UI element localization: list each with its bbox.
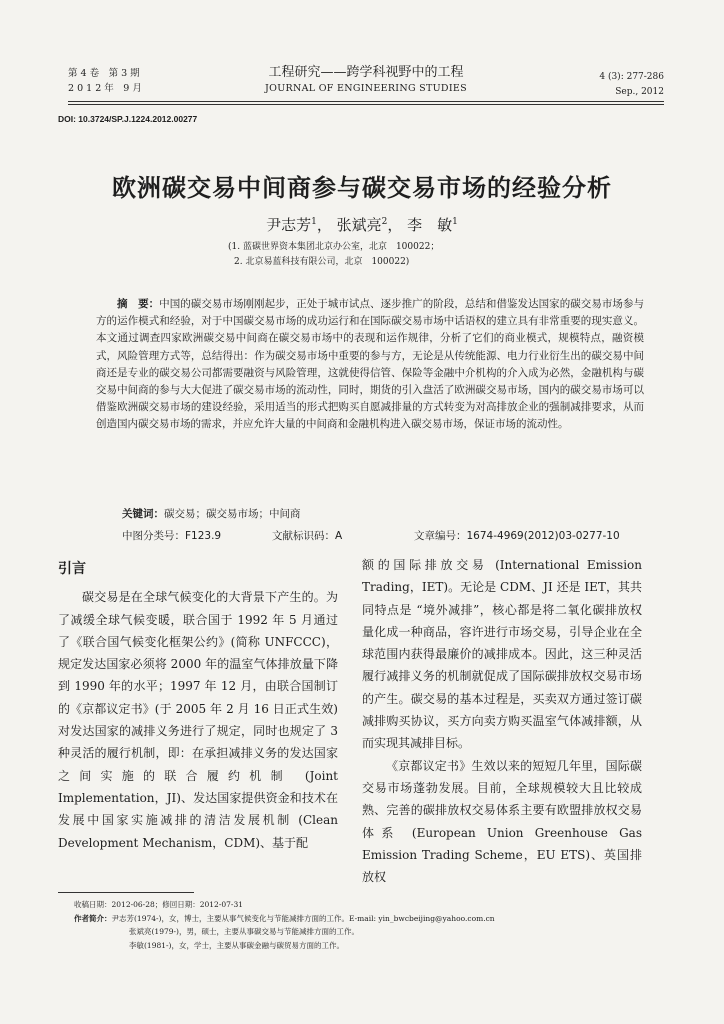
body-paragraph: 碳交易是在全球气候变化的大背景下产生的。为了减缓全球气候变暖，联合国于 1992 年 5 月通过了《联合国气候变化框架公约》(简称 UNFCCC)，规定发达国家必须将 2000 年的温室气体排放量下降到 1990 年的水平；1997 年 12 月，由联合国制订的《京都议定书》(于 2005 年 2 月 16 日正式生效) 对发达国家的减排义务进行了规定，同时也规定了 3 种灵活的履行机制，即：在承担减排义务的发达国家之间实施的联合履约机制 (Joint Implementation，JI)、发达国家提供资金和技术在发展中国家实施减排的清洁发展机制 (Clean Development Mechanism，CDM)、基于配	[58, 590, 338, 850]
journal-name-cn: 工程研究——跨学科视野中的工程	[268, 65, 464, 80]
author-list: 尹志芳$^1$， 张斌亮$^2$， 李 敏$^1$	[266, 216, 458, 234]
issue-date: Sep., 2012	[615, 87, 664, 97]
issue-pages: 4 (3): 277-286	[599, 72, 664, 82]
page-range	[599, 70, 664, 100]
body-column-right	[362, 554, 642, 888]
keywords-text: 碳交易；碳交易市场；中间商	[164, 508, 301, 520]
publication-date: 2 0 1 2 年 9 月	[68, 83, 142, 94]
clc-number: 中图分类号：F123.9	[122, 530, 222, 542]
abstract-label: 摘 要：	[117, 298, 160, 310]
author-name: 张斌亮	[336, 216, 382, 234]
author-bio: 李敏(1981-)，女，学士，主要从事碳金融与碳贸易方面的工作。	[129, 940, 344, 950]
author-name: 尹志芳	[266, 216, 312, 234]
header-rule-top	[68, 101, 664, 102]
keywords	[122, 506, 301, 521]
journal-name	[68, 64, 664, 96]
bio-text: 尹志芳(1974-)，女，博士，主要从事气候变化与节能减排方面的工作。E-mail: yin_bwcbeijing@yahoo.com.cn	[111, 913, 495, 923]
body-paragraph: 额的国际排放交易 (International Emission Trading，IET)。无论是 CDM、JI 还是 IET，其共同特点是 “境外减排”，核心都是将二氧化碳排放权量化成一种商品，容许进行市场交易，引导企业在全球范围内获得最廉价的减排成本。因此，这三种灵活履行减排义务的机制就促成了国际碳排放权交易市场的产生。碳交易的基本过程是，买卖双方通过签订碳减排购买协议，买方向卖方购买温室气体减排额，从而实现其减排目标。	[362, 558, 642, 751]
section-heading: 引言	[58, 561, 86, 577]
doi: DOI: 10.3724/SP.J.1224.2012.00277	[58, 114, 198, 124]
keywords-label: 关键词：	[122, 508, 164, 520]
author-affil-mark: 1	[452, 217, 458, 227]
affiliations	[228, 240, 439, 270]
footnotes	[74, 898, 644, 952]
affiliation-line: 2. 北京易蓝科技有限公司，北京 100022)	[234, 257, 410, 267]
header-rule-bottom	[68, 104, 664, 105]
received-date: 收稿日期：2012-06-28；修回日期：2012-07-31	[74, 900, 243, 909]
abstract	[96, 296, 644, 434]
abstract-text: 中国的碳交易市场刚刚起步，正处于城市试点、逐步推广的阶段，总结和借鉴发达国家的碳交易市场参与方的运作模式和经验，对于中国碳交易市场的成功运行和在国际碳交易市场中话语权的建立具有非常重要的现实意义。本文通过调查四家欧洲碳交易中间商在碳交易市场中的表现和运作规律，分析了它们的商业模式，规模特点，融资模式，风险管理方式等，总结得出：作为碳交易市场中重要的参与方，无论是从传统能源、电力行业衍生出的碳交易中间商还是专业的碳交易公司都需要融资与风险管理，这就使得信管、保险等金融中介机构的介入成为必然，金融机构与碳交易中间商的参与大大促进了碳交易市场的流动性，同时，期货的引入盘活了欧洲碳交易市场，国内的碳交易市场可以借鉴欧洲碳交易市场的建设经验，采用适当的形式把购买自愿减排量的方式转变为对高排放企业的强制减排要求，从而创造国内碳交易市场的需求，并应允许大量的中间商和金融机构进入碳交易市场，保证市场的流动性。	[96, 298, 645, 431]
body-column-left	[58, 554, 338, 854]
author-affil-mark: 1	[311, 217, 317, 227]
author-bio: 张斌亮(1979-)，男，硕士，主要从事碳交易与节能减排方面的工作。	[129, 927, 359, 937]
document-code: 文献标识码：A	[272, 530, 343, 542]
footnote-rule	[58, 892, 194, 893]
body-paragraph: 《京都议定书》生效以来的短短几年里，国际碳交易市场蓬勃发展。目前，全球规模较大且比较成熟、完善的碳排放权交易体系主要有欧盟排放权交易体系 (European Union Greenhouse Gas Emission Trading Scheme，EU ETS)、英国排放权	[362, 758, 642, 885]
author-name: 李 敏	[407, 216, 453, 234]
author-bio	[74, 912, 644, 926]
affiliation-line: (1. 蓝碳世界资本集团北京办公室，北京 100022；	[228, 242, 440, 252]
running-header	[68, 58, 664, 102]
journal-name-en: JOURNAL OF ENGINEERING STUDIES	[265, 83, 467, 94]
bio-label: 作者简介：	[74, 913, 112, 923]
article-number: 文章编号：1674-4969(2012)03-0277-10	[414, 530, 620, 542]
article-title: 欧洲碳交易中间商参与碳交易市场的经验分析	[112, 174, 612, 202]
author-affil-mark: 2	[381, 217, 388, 227]
volume-issue-line: 第 4 卷 第 3 期	[68, 68, 140, 79]
